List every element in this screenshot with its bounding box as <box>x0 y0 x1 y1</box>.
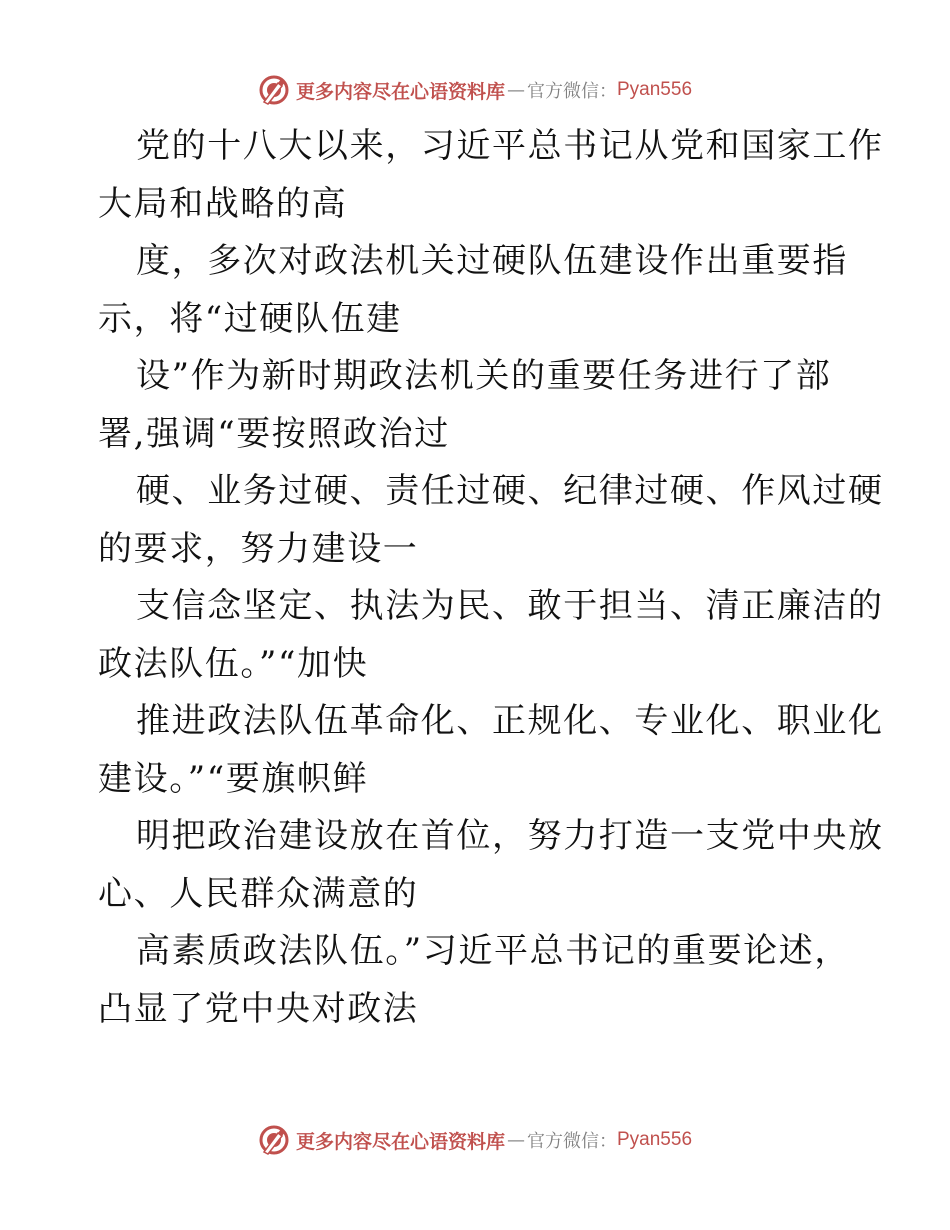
body-line-15: 高素质政法队伍。”习近平总书记的重要论述， <box>136 931 850 971</box>
header-banner-text: 更多内容尽在心语资料库 <box>295 80 505 103</box>
body-line-11: 推进政法队伍革命化、正规化、专业化、职业化 <box>136 701 884 741</box>
header-wechat-id: Pyan556 <box>617 79 693 100</box>
body-line-10: 政法队伍。”“加快 <box>98 643 369 684</box>
footer-wechat-label: 官方微信： <box>527 1131 617 1152</box>
body-line-3: 度，多次对政法机关过硬队伍建设作出重要指 <box>136 241 848 281</box>
footer-banner <box>0 1120 950 1160</box>
body-line-7: 硬、业务过硬、责任过硬、纪律过硬、作风过硬 <box>136 471 884 511</box>
body-line-13: 明把政治建设放在首位，努力打造一支党中央放 <box>136 816 884 856</box>
body-line-12: 建设。”“要旗帜鲜 <box>98 758 369 799</box>
body-line-16: 凸显了党中央对政法 <box>98 988 419 1029</box>
header-banner-separator: — <box>507 79 525 101</box>
footer-banner-separator: — <box>507 1129 525 1151</box>
body-line-9: 支信念坚定、执法为民、敢于担当、清正廉洁的 <box>136 586 884 626</box>
pen-logo-icon <box>258 1124 290 1156</box>
footer-wechat-id: Pyan556 <box>617 1129 693 1150</box>
body-line-2: 大局和战略的高 <box>98 183 348 224</box>
body-line-14: 心、人民群众满意的 <box>98 873 419 914</box>
header-wechat-label: 官方微信： <box>527 81 617 102</box>
body-line-8: 的要求，努力建设一 <box>98 528 419 569</box>
footer-banner-text: 更多内容尽在心语资料库 <box>295 1130 505 1153</box>
body-line-5: 设”作为新时期政法机关的重要任务进行了部 <box>136 356 832 396</box>
body-line-6: 署,强调“要按照政治过 <box>98 413 450 454</box>
pen-logo-icon <box>258 74 290 106</box>
body-line-4: 示，将“过硬队伍建 <box>98 298 402 339</box>
header-banner <box>0 70 950 110</box>
document-body <box>98 118 884 1038</box>
body-line-1: 党的十八大以来，习近平总书记从党和国家工作 <box>136 126 884 166</box>
